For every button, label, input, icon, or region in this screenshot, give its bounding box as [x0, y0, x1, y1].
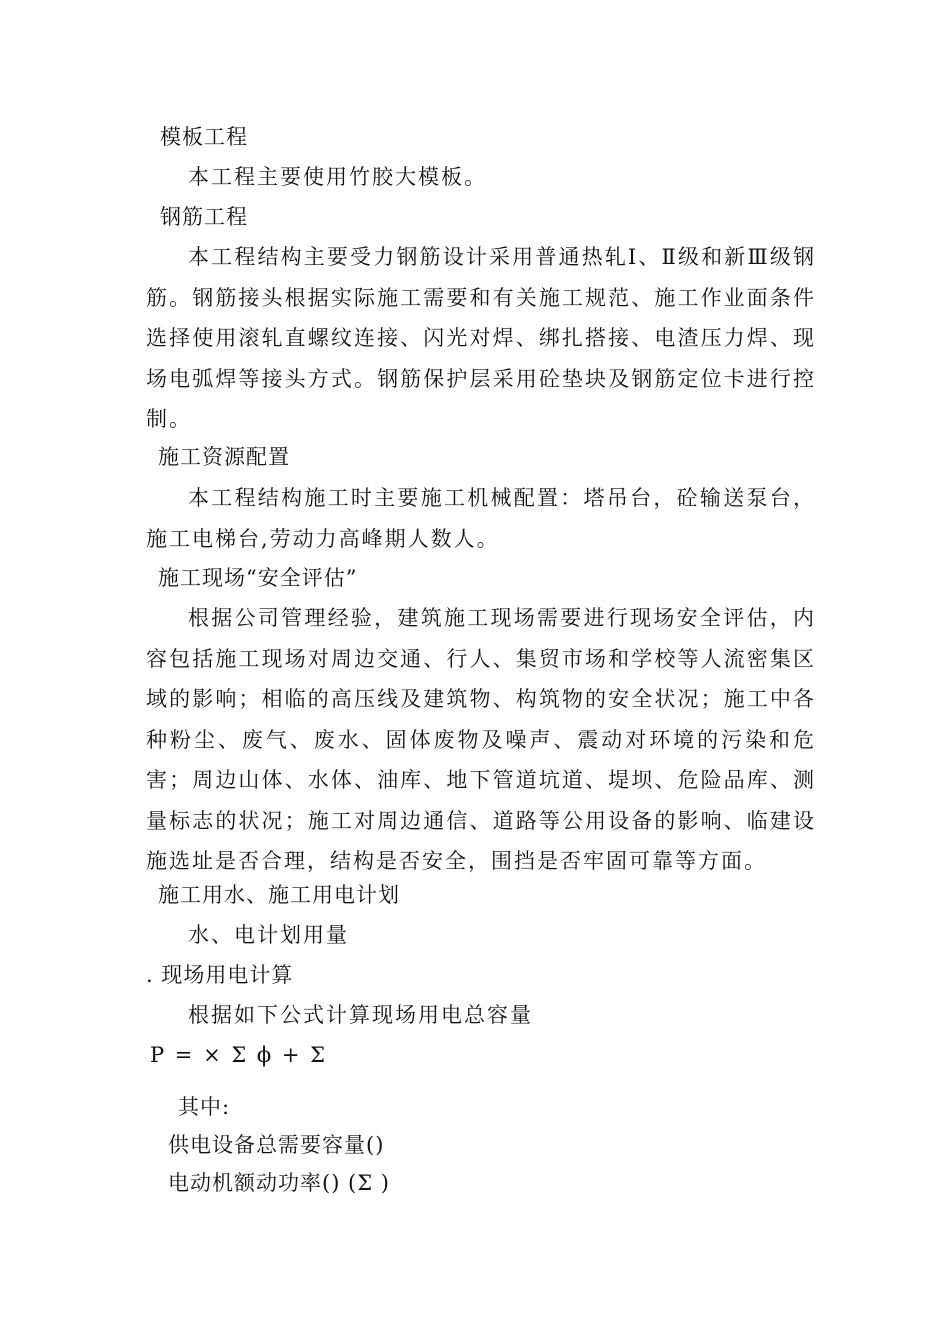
subheading-calc: . 现场用电计算 — [146, 963, 294, 987]
where-label: 其中: — [178, 1095, 231, 1119]
paragraph-formwork: 本工程主要使用竹胶大模板。 — [188, 165, 487, 189]
definition-p: 供电设备总需要容量() — [168, 1133, 385, 1157]
heading-safety: 施工现场“安全评估” — [158, 566, 358, 590]
heading-resources: 施工资源配置 — [158, 445, 290, 469]
paragraph-rebar: 本工程结构主要受力钢筋设计采用普通热轧Ⅰ、Ⅱ级和新Ⅲ级钢筋。钢筋接头根据实际施工需要和有关施工规范、施工作业面条件选择使用滚轧直螺纹连接、闪光对焊、绑扎搭接、电渣压力焊、现场电弧焊等接头方式。钢筋保护层采用砼垫块及钢筋定位卡进行控制。 — [146, 245, 816, 431]
heading-water-power: 施工用水、施工用电计划 — [158, 883, 400, 907]
heading-rebar: 钢筋工程 — [160, 205, 248, 229]
paragraph-safety: 根据公司管理经验，建筑施工现场需要进行现场安全评估，内容包括施工现场对周边交通、行人、集贸市场和学校等人流密集区域的影响；相临的高压线及建筑物、构筑物的安全状况；施工中各种粉尘、废气、废水、固体废物及噪声、震动对环境的污染和危害；周边山体、水体、油库、地下管道坑道、堤坝、危险品库、测量标志的状况；施工对周边通信、道路等公用设备的影响、临建设施选址是否合理，结构是否安全，围挡是否牢固可靠等方面。 — [146, 606, 816, 873]
paragraph-calc: 根据如下公式计算现场用电总容量 — [188, 1003, 533, 1027]
subheading-water-power: 水、电计划用量 — [188, 923, 349, 947]
heading-formwork: 模板工程 — [160, 125, 248, 149]
formula: P = × Σ ϕ + Σ — [150, 1043, 327, 1067]
paragraph-resources: 本工程结构施工时主要施工机械配置：塔吊台，砼输送泵台，施工电梯台,劳动力高峰期人数人。 — [146, 486, 816, 551]
definition-motor: 电动机额动功率() (Σ ) — [168, 1171, 390, 1195]
